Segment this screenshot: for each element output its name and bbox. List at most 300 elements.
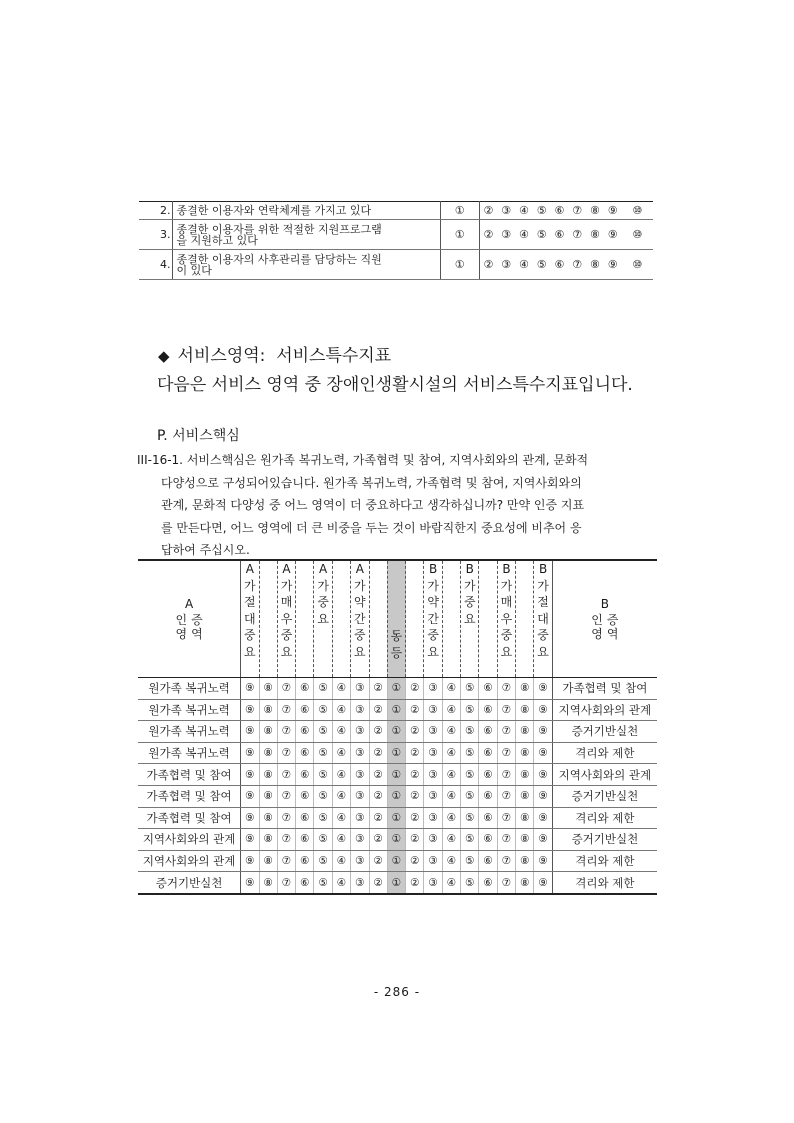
area-a: 가족협력 및 참여 xyxy=(138,764,241,786)
scale-option[interactable]: ② xyxy=(369,807,387,829)
scale-option[interactable]: ① xyxy=(387,742,405,764)
scale-option[interactable]: ⑥ xyxy=(296,850,314,872)
scale-option[interactable]: ⑤ xyxy=(314,699,332,721)
comparison-row xyxy=(138,807,657,829)
header-letter: B xyxy=(465,562,474,576)
scale-option[interactable]: ⑤ xyxy=(461,721,479,743)
scale-option[interactable]: ③ xyxy=(351,699,369,721)
scale-option[interactable]: ③ xyxy=(424,742,442,764)
header-char: 우 xyxy=(500,611,513,626)
scale-option[interactable]: ⑤ xyxy=(461,764,479,786)
scale-option[interactable]: ⑩ xyxy=(622,250,653,280)
scale-option[interactable]: ④ xyxy=(515,250,533,280)
scale-option[interactable]: ① xyxy=(387,678,405,700)
scale-option[interactable]: ④ xyxy=(515,220,533,250)
area-b: 격리와 제한 xyxy=(552,742,657,764)
scale-option[interactable]: ⑤ xyxy=(314,764,332,786)
scale-option[interactable]: ② xyxy=(369,742,387,764)
scale-option[interactable]: ③ xyxy=(351,807,369,829)
scale-option[interactable]: ④ xyxy=(332,764,350,786)
scale-option[interactable]: ⑨ xyxy=(241,721,259,743)
scale-option[interactable]: ② xyxy=(369,764,387,786)
scale-option[interactable]: ⑤ xyxy=(314,785,332,807)
scale-option[interactable]: ⑤ xyxy=(461,742,479,764)
scale-option[interactable]: ⑨ xyxy=(534,742,552,764)
scale-option[interactable]: ⑦ xyxy=(497,850,515,872)
header-char: 중 xyxy=(280,628,293,642)
scale-option[interactable]: ④ xyxy=(442,785,460,807)
header-char: 가 xyxy=(427,578,439,593)
scale-header xyxy=(497,560,515,678)
scale-option[interactable]: ⑧ xyxy=(586,202,604,220)
scale-option[interactable]: ③ xyxy=(351,872,369,894)
scale-option[interactable]: ④ xyxy=(442,699,460,721)
scale-option[interactable]: ④ xyxy=(332,807,350,829)
scale-option[interactable]: ④ xyxy=(332,721,350,743)
header-char: 약 xyxy=(354,595,366,609)
area-a: 원가족 복귀노력 xyxy=(138,721,241,743)
scale-option[interactable]: ⑥ xyxy=(296,807,314,829)
scale-option[interactable]: ⑨ xyxy=(241,699,259,721)
scale-option[interactable]: ⑤ xyxy=(314,850,332,872)
scale-option[interactable]: ⑨ xyxy=(534,807,552,829)
scale-option[interactable]: ② xyxy=(479,202,497,220)
scale-header xyxy=(259,560,277,678)
header-column xyxy=(607,613,619,641)
scale-option[interactable]: ⑦ xyxy=(568,220,586,250)
scale-option[interactable]: ⑤ xyxy=(533,202,551,220)
scale-option[interactable]: ⑧ xyxy=(516,850,534,872)
scale-option[interactable]: ⑥ xyxy=(296,721,314,743)
scale-option[interactable]: ⑨ xyxy=(604,250,622,280)
scale-option[interactable]: ③ xyxy=(497,250,515,280)
scale-option[interactable]: ⑧ xyxy=(516,829,534,851)
scale-option[interactable]: ⑧ xyxy=(586,220,604,250)
scale-option[interactable]: ① xyxy=(387,699,405,721)
scale-option[interactable]: ⑥ xyxy=(479,850,497,872)
scale-option[interactable]: ⑧ xyxy=(259,721,277,743)
scale-option[interactable]: ⑨ xyxy=(241,785,259,807)
scale-option[interactable]: ⑧ xyxy=(259,850,277,872)
scale-option[interactable]: ② xyxy=(369,850,387,872)
scale-option[interactable]: ⑦ xyxy=(497,699,515,721)
scale-option[interactable]: ④ xyxy=(332,872,350,894)
scale-option[interactable]: ⑤ xyxy=(314,721,332,743)
scale-option[interactable]: ① xyxy=(387,872,405,894)
scale-option[interactable]: ⑧ xyxy=(516,807,534,829)
header-char: 요 xyxy=(463,611,476,626)
scale-header xyxy=(516,560,534,678)
scale-option[interactable]: ② xyxy=(406,764,424,786)
scale-option[interactable]: ④ xyxy=(442,829,460,851)
scale-option[interactable]: ⑦ xyxy=(277,764,295,786)
area-b: 지역사회와의 관계 xyxy=(552,699,657,721)
scale-option[interactable]: ⑧ xyxy=(259,699,277,721)
scale-option[interactable]: ④ xyxy=(515,202,533,220)
scale-option[interactable]: ⑦ xyxy=(277,721,295,743)
scale-header xyxy=(461,560,479,678)
scale-option[interactable]: ④ xyxy=(442,764,460,786)
scale-option[interactable]: ⑥ xyxy=(296,764,314,786)
scale-option[interactable]: ② xyxy=(406,807,424,829)
scale-option[interactable]: ④ xyxy=(332,850,350,872)
scale-option[interactable]: ④ xyxy=(332,785,350,807)
comparison-row xyxy=(138,785,657,807)
scale-header-text xyxy=(278,561,295,660)
comparison-row xyxy=(138,678,657,700)
scale-option[interactable]: ⑨ xyxy=(241,678,259,700)
scale-option[interactable]: ⑦ xyxy=(277,678,295,700)
section-title: 서비스영역: 서비스특수지표 xyxy=(177,346,392,366)
scale-option[interactable]: ① xyxy=(387,785,405,807)
scale-option[interactable]: ⑥ xyxy=(296,785,314,807)
scale-option[interactable]: ① xyxy=(387,721,405,743)
header-letter: B xyxy=(600,597,609,611)
scale-option[interactable]: ⑦ xyxy=(277,742,295,764)
scale-option[interactable]: ⑨ xyxy=(534,829,552,851)
header-char: 중 xyxy=(317,595,329,609)
section-heading xyxy=(158,341,391,366)
scale-option[interactable]: ④ xyxy=(442,742,460,764)
scale-option[interactable]: ⑦ xyxy=(277,699,295,721)
header-char: 인 xyxy=(175,613,188,627)
scale-option[interactable]: ③ xyxy=(424,829,442,851)
scale-option[interactable]: ④ xyxy=(332,829,350,851)
comparison-row xyxy=(138,742,657,764)
scale-option[interactable]: ⑥ xyxy=(551,250,569,280)
scale-option[interactable]: ④ xyxy=(442,678,460,700)
scale-option[interactable]: ③ xyxy=(351,764,369,786)
header-char: 대 xyxy=(244,611,256,626)
scale-option[interactable]: ⑦ xyxy=(568,202,586,220)
scale-option[interactable]: ⑧ xyxy=(516,872,534,894)
scale-option[interactable]: ⑦ xyxy=(497,829,515,851)
scale-option[interactable]: ⑨ xyxy=(534,699,552,721)
question-line: 다양성으로 구성되어있습니다. 원가족 복귀노력, 가족협력 및 참여, 지역사회와의 xyxy=(161,475,582,490)
scale-option[interactable]: ⑥ xyxy=(479,872,497,894)
previous-items-table xyxy=(139,201,653,280)
scale-option[interactable]: ⑧ xyxy=(516,699,534,721)
header-char: 요 xyxy=(280,644,293,659)
scale-option[interactable]: ② xyxy=(369,829,387,851)
scale-option[interactable]: ⑨ xyxy=(534,764,552,786)
scale-option[interactable]: ⑨ xyxy=(241,872,259,894)
scale-option[interactable]: ② xyxy=(406,742,424,764)
scale-option[interactable]: ⑥ xyxy=(551,202,569,220)
comparison-row xyxy=(138,829,657,851)
scale-option[interactable]: ⑦ xyxy=(277,807,295,829)
scale-header xyxy=(277,560,295,678)
scale-header-text xyxy=(498,561,515,660)
scale-option[interactable]: ⑥ xyxy=(296,742,314,764)
area-b: 격리와 제한 xyxy=(552,850,657,872)
scale-option[interactable]: ③ xyxy=(424,721,442,743)
question-line: 를 만든다면, 어느 영역에 더 큰 비중을 두는 것이 바람직한지 중요성에 비추어 응 xyxy=(161,520,582,535)
scale-option[interactable]: ⑨ xyxy=(241,850,259,872)
scale-option[interactable]: ⑦ xyxy=(497,678,515,700)
scale-option[interactable]: ⑨ xyxy=(241,807,259,829)
header-char: 영 xyxy=(175,627,188,641)
comparison-row xyxy=(138,850,657,872)
scale-option[interactable]: ⑤ xyxy=(461,829,479,851)
header-column xyxy=(191,613,203,641)
header-char: 매 xyxy=(500,595,513,609)
scale-option[interactable]: ① xyxy=(440,220,479,250)
scale-option[interactable]: ⑤ xyxy=(314,872,332,894)
header-char: 인 xyxy=(591,613,603,627)
scale-option[interactable]: ③ xyxy=(424,872,442,894)
scale-option[interactable]: ② xyxy=(479,220,497,250)
scale-option[interactable]: ⑤ xyxy=(461,872,479,894)
header-char: 약 xyxy=(427,595,439,609)
scale-option[interactable]: ② xyxy=(406,678,424,700)
scale-option[interactable]: ⑧ xyxy=(259,764,277,786)
question-line: 답하여 주십시오. xyxy=(161,543,250,557)
header-char: 중 xyxy=(354,628,366,642)
area-a: 증거기반실천 xyxy=(138,872,241,894)
header-char: 중 xyxy=(537,628,549,642)
question-number: III-16-1. xyxy=(137,453,187,467)
scale-option[interactable]: ② xyxy=(406,829,424,851)
header-char: 등 xyxy=(390,645,403,660)
scale-option[interactable]: ③ xyxy=(424,764,442,786)
scale-option[interactable]: ① xyxy=(387,850,405,872)
scale-option[interactable]: ⑧ xyxy=(586,250,604,280)
scale-option[interactable]: ⑥ xyxy=(296,699,314,721)
scale-option[interactable]: ⑥ xyxy=(479,785,497,807)
scale-option[interactable]: ② xyxy=(369,872,387,894)
header-char: 가 xyxy=(280,578,293,593)
scale-header xyxy=(351,560,369,678)
scale-option[interactable]: ⑥ xyxy=(479,742,497,764)
scale-option[interactable]: ⑦ xyxy=(277,850,295,872)
scale-option[interactable]: ② xyxy=(369,678,387,700)
scale-option[interactable]: ⑤ xyxy=(314,829,332,851)
scale-option[interactable]: ⑨ xyxy=(241,764,259,786)
scale-option[interactable]: ⑧ xyxy=(516,678,534,700)
scale-option[interactable]: ① xyxy=(387,829,405,851)
header-char: 역 xyxy=(606,627,619,641)
scale-option[interactable]: ⑧ xyxy=(259,678,277,700)
header-char: 요 xyxy=(427,644,439,659)
scale-option[interactable]: ⑧ xyxy=(516,764,534,786)
scale-option[interactable]: ⑥ xyxy=(479,678,497,700)
header-char: 간 xyxy=(427,611,439,626)
scale-header xyxy=(332,560,350,678)
scale-option[interactable]: ⑥ xyxy=(479,807,497,829)
scale-option[interactable]: ⑦ xyxy=(497,742,515,764)
header-char: 영 xyxy=(591,627,603,641)
scale-option[interactable]: ③ xyxy=(351,678,369,700)
scale-header-text xyxy=(461,561,478,627)
scale-option[interactable]: ④ xyxy=(442,721,460,743)
scale-option[interactable]: ⑤ xyxy=(461,785,479,807)
scale-option[interactable]: ⑤ xyxy=(461,807,479,829)
area-a: 지역사회와의 관계 xyxy=(138,850,241,872)
scale-option[interactable]: ② xyxy=(369,785,387,807)
scale-option[interactable]: ⑨ xyxy=(241,742,259,764)
scale-header xyxy=(296,560,314,678)
scale-option[interactable]: ③ xyxy=(424,807,442,829)
scale-option[interactable]: ⑦ xyxy=(568,250,586,280)
scale-option[interactable]: ⑧ xyxy=(516,742,534,764)
scale-option[interactable]: ② xyxy=(406,872,424,894)
scale-option[interactable]: ⑨ xyxy=(241,829,259,851)
scale-option[interactable]: ⑦ xyxy=(497,764,515,786)
scale-option[interactable]: ⑥ xyxy=(296,678,314,700)
header-letter: A xyxy=(282,562,291,576)
header-char: 요 xyxy=(354,644,366,659)
scale-option[interactable]: ⑧ xyxy=(516,721,534,743)
scale-option[interactable]: ① xyxy=(440,250,479,280)
scale-option[interactable]: ① xyxy=(440,202,479,220)
scale-header xyxy=(369,560,387,678)
scale-option[interactable]: ④ xyxy=(442,850,460,872)
pairwise-comparison-table xyxy=(138,559,657,895)
scale-option[interactable]: ③ xyxy=(351,829,369,851)
header-char: 절 xyxy=(537,595,549,609)
scale-option[interactable]: ② xyxy=(369,721,387,743)
scale-option[interactable]: ③ xyxy=(351,742,369,764)
scale-option[interactable]: ② xyxy=(406,785,424,807)
header-char: 역 xyxy=(191,627,203,641)
scale-option[interactable]: ⑩ xyxy=(622,220,653,250)
area-b: 격리와 제한 xyxy=(552,872,657,894)
scale-option[interactable]: ⑨ xyxy=(534,678,552,700)
scale-header xyxy=(442,560,460,678)
scale-option[interactable]: ⑨ xyxy=(604,202,622,220)
area-a: 가족협력 및 참여 xyxy=(138,807,241,829)
header-char: 가 xyxy=(317,578,329,593)
header-char: 요 xyxy=(537,644,549,659)
scale-option[interactable]: ⑥ xyxy=(479,764,497,786)
header-char: 가 xyxy=(354,578,366,593)
scale-option[interactable]: ⑥ xyxy=(296,829,314,851)
header-char: 요 xyxy=(244,644,256,659)
scale-option[interactable]: ① xyxy=(387,764,405,786)
scale-option[interactable]: ⑧ xyxy=(259,785,277,807)
scale-option[interactable]: ③ xyxy=(497,202,515,220)
comparison-row xyxy=(138,721,657,743)
scale-option[interactable]: ③ xyxy=(351,721,369,743)
header-char: 가 xyxy=(500,578,513,593)
scale-option[interactable]: ⑧ xyxy=(516,785,534,807)
scale-option[interactable]: ⑥ xyxy=(479,721,497,743)
comparison-row xyxy=(138,764,657,786)
question-text xyxy=(137,449,657,562)
scale-option[interactable]: ⑧ xyxy=(259,807,277,829)
scale-header-text xyxy=(424,561,441,660)
scale-option[interactable]: ② xyxy=(369,699,387,721)
scale-option[interactable]: ⑤ xyxy=(461,850,479,872)
item-number: 4. xyxy=(139,250,173,280)
scale-option[interactable]: ⑤ xyxy=(533,220,551,250)
scale-option[interactable]: ⑧ xyxy=(259,742,277,764)
scale-option[interactable]: ⑨ xyxy=(534,872,552,894)
header-char: 증 xyxy=(606,613,619,627)
scale-option[interactable]: ③ xyxy=(424,699,442,721)
header-char: 가 xyxy=(463,578,476,593)
section-description: 다음은 서비스 영역 중 장애인생활시설의 서비스특수지표입니다. xyxy=(157,375,633,395)
header-letter: B xyxy=(502,562,511,576)
item-text: 종결한 이용자의 사후관리를 담당하는 직원 이 있다 xyxy=(173,250,440,280)
scale-option[interactable]: ③ xyxy=(424,850,442,872)
area-a: 원가족 복귀노력 xyxy=(138,699,241,721)
area-a: 가족협력 및 참여 xyxy=(138,785,241,807)
scale-option[interactable]: ④ xyxy=(332,742,350,764)
scale-option[interactable]: ⑦ xyxy=(497,807,515,829)
scale-option[interactable]: ⑥ xyxy=(296,872,314,894)
area-a: 원가족 복귀노력 xyxy=(138,742,241,764)
scale-option[interactable]: ⑥ xyxy=(479,829,497,851)
scale-option[interactable]: ④ xyxy=(332,699,350,721)
diamond-icon: ◆ xyxy=(158,347,170,365)
header-char: 중 xyxy=(463,595,476,609)
scale-option[interactable]: ⑦ xyxy=(277,872,295,894)
scale-option[interactable]: ⑧ xyxy=(259,872,277,894)
area-b: 증거기반실천 xyxy=(552,785,657,807)
scale-option[interactable]: ③ xyxy=(424,785,442,807)
scale-option[interactable]: ④ xyxy=(442,872,460,894)
scale-option[interactable]: ⑧ xyxy=(259,829,277,851)
scale-option[interactable]: ⑨ xyxy=(534,785,552,807)
scale-option[interactable]: ⑨ xyxy=(534,850,552,872)
scale-header-text xyxy=(534,561,551,660)
scale-option[interactable]: ① xyxy=(387,807,405,829)
scale-option[interactable]: ⑦ xyxy=(277,829,295,851)
scale-option[interactable]: ⑤ xyxy=(461,678,479,700)
scale-option[interactable]: ⑥ xyxy=(479,699,497,721)
scale-option[interactable]: ⑤ xyxy=(314,742,332,764)
scale-option[interactable]: ⑨ xyxy=(604,220,622,250)
header-char: 대 xyxy=(537,611,549,626)
scale-option[interactable]: ③ xyxy=(351,850,369,872)
scale-option[interactable]: ② xyxy=(479,250,497,280)
scale-option[interactable]: ④ xyxy=(442,807,460,829)
scale-option[interactable]: ⑥ xyxy=(551,220,569,250)
scale-option[interactable]: ⑤ xyxy=(461,699,479,721)
header-letter: A xyxy=(245,562,254,576)
scale-option[interactable]: ③ xyxy=(351,785,369,807)
scale-option[interactable]: ② xyxy=(406,699,424,721)
scale-option[interactable]: ⑤ xyxy=(314,807,332,829)
scale-option[interactable]: ⑦ xyxy=(497,785,515,807)
header-char: 증 xyxy=(191,613,203,627)
scale-option[interactable]: ⑩ xyxy=(622,202,653,220)
scale-option[interactable]: ⑦ xyxy=(497,872,515,894)
scale-option[interactable]: ④ xyxy=(332,678,350,700)
header-char: 동 xyxy=(390,629,403,643)
scale-option[interactable]: ⑤ xyxy=(314,678,332,700)
header-char: 요 xyxy=(500,644,513,659)
scale-option[interactable]: ② xyxy=(406,721,424,743)
scale-option[interactable]: ③ xyxy=(497,220,515,250)
scale-option[interactable]: ⑨ xyxy=(534,721,552,743)
scale-header xyxy=(241,560,259,678)
scale-option[interactable]: ⑦ xyxy=(277,785,295,807)
header-char: 중 xyxy=(500,628,513,642)
scale-header xyxy=(424,560,442,678)
scale-option[interactable]: ② xyxy=(406,850,424,872)
item-text: 종결한 이용자와 연락체계를 가지고 있다 xyxy=(173,202,440,220)
header-char: 매 xyxy=(280,595,293,609)
area-b: 격리와 제한 xyxy=(552,807,657,829)
scale-option[interactable]: ③ xyxy=(424,678,442,700)
scale-option[interactable]: ⑦ xyxy=(497,721,515,743)
scale-option[interactable]: ⑤ xyxy=(533,250,551,280)
header-char: 우 xyxy=(280,611,293,626)
question-line: 관계, 문화적 다양성 중 어느 영역이 더 중요하다고 생각하십니까? 만약 인증 지표 xyxy=(161,498,585,512)
